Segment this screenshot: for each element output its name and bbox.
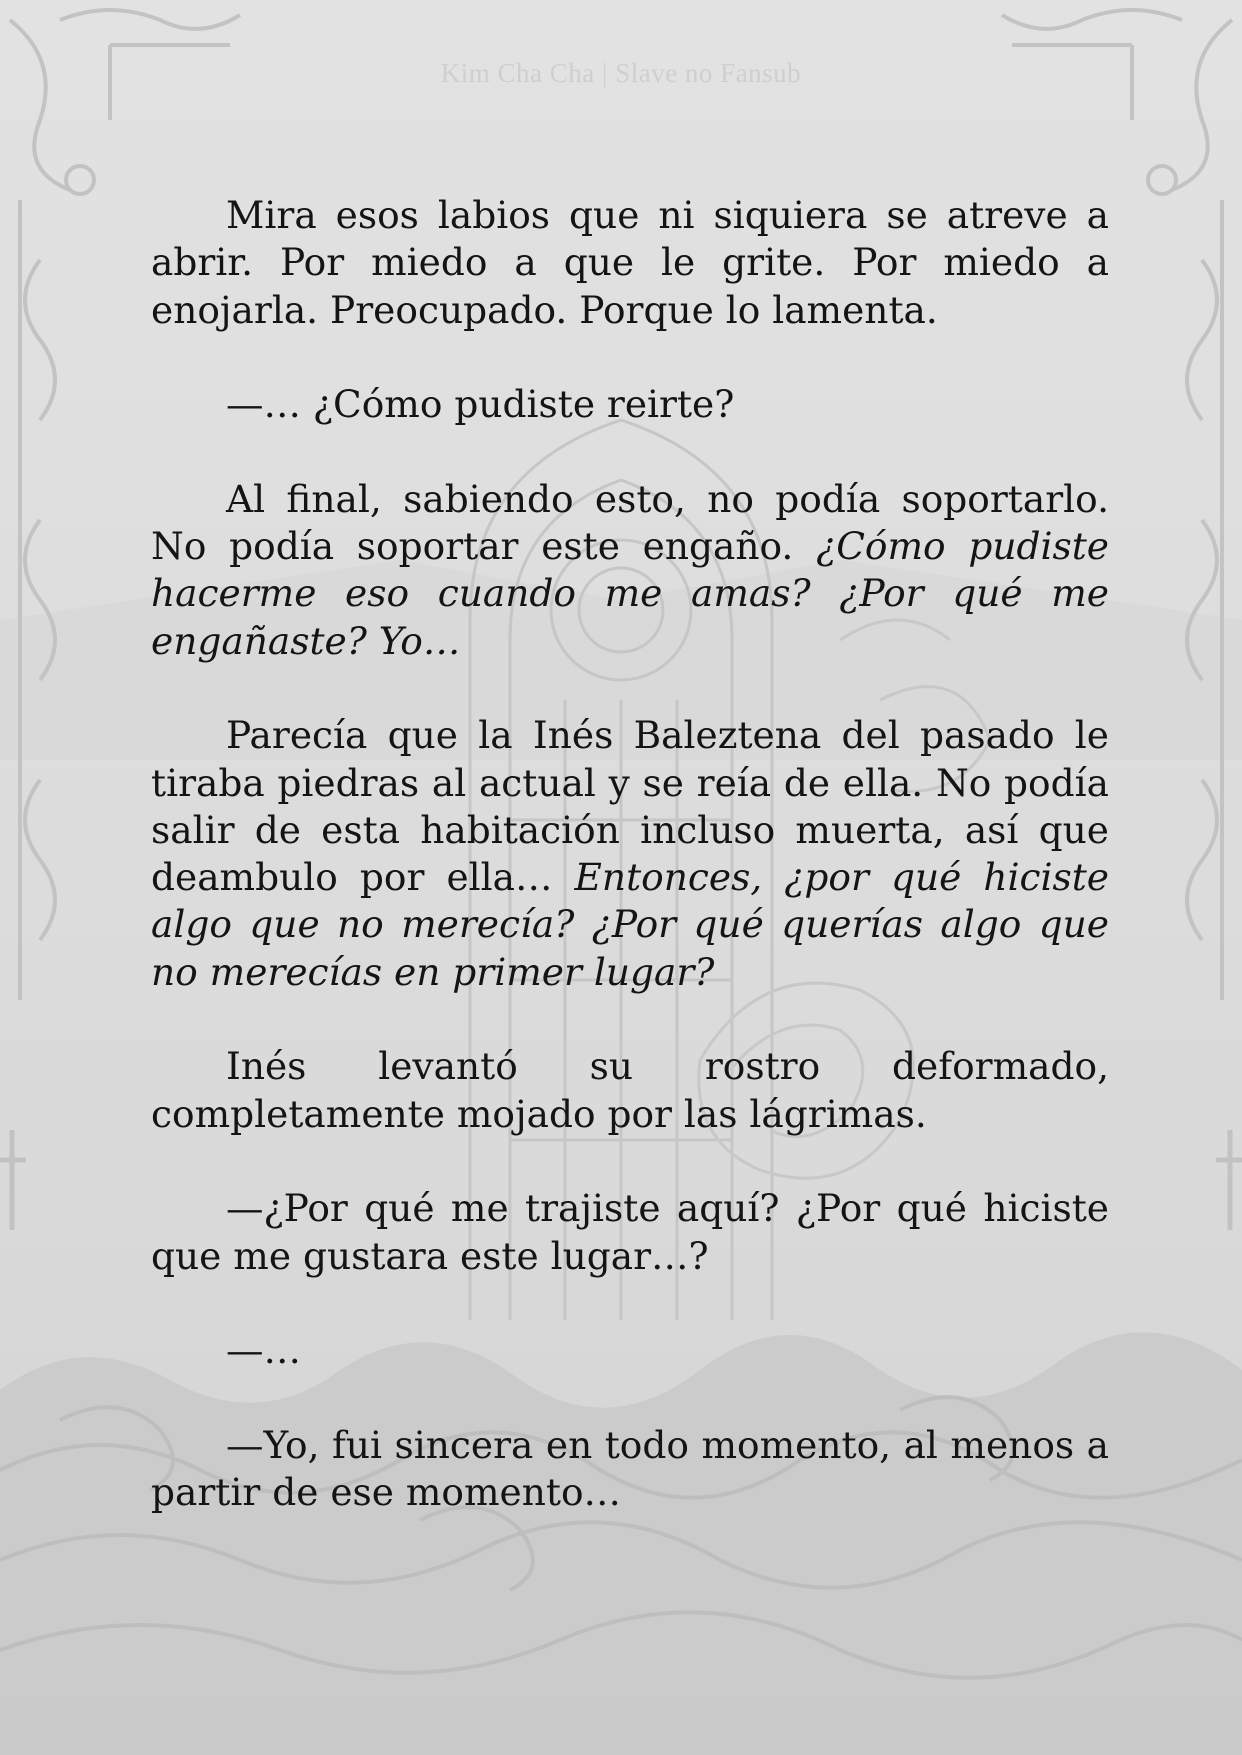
paragraph-p7 — [151, 1327, 1109, 1374]
paragraph-p3 — [151, 476, 1109, 665]
paragraph-p2 — [151, 381, 1109, 428]
text-segment: —¿Por qué me trajiste aquí? ¿Por qué hiciste que me gustara este lugar…? — [151, 1186, 1109, 1278]
text-segment: Inés levantó su rostro deformado, completamente mojado por las lágrimas. — [151, 1044, 1109, 1136]
text-segment: Mira esos labios que ni siquiera se atreve a abrir. Por miedo a que le grite. Por miedo a enojarla. Preocupado. Porque lo lamenta. — [151, 193, 1109, 332]
paragraph-p1 — [151, 192, 1109, 334]
italic-text-segment: ¿Cómo pudiste hacerme eso cuando me amas? ¿Por qué me engañaste? Yo… — [151, 524, 1110, 663]
header-credit: Kim Cha Cha | Slave no Fansub — [440, 58, 802, 88]
paragraph-p8 — [151, 1422, 1109, 1517]
italic-text-segment: Entonces, ¿por qué hiciste algo que no merecía? ¿Por qué querías algo que no merecías en primer lugar? — [151, 855, 1109, 994]
body-text — [151, 192, 1109, 1516]
text-segment: —Yo, fui sincera en todo momento, al menos a partir de ese momento… — [151, 1422, 1109, 1515]
paragraph-p4 — [151, 712, 1109, 996]
text-segment: Al final, sabiendo esto, no podía soportarlo. No podía soportar este engaño. — [151, 476, 1109, 569]
text-segment: Parecía que la Inés Baleztena del pasado le tiraba piedras al actual y se reía de ella. No podía salir de esta habitación incluso muerta, así que deambulo por ella… — [151, 713, 1109, 900]
paragraph-p5 — [151, 1043, 1109, 1138]
text-segment: —… ¿Cómo pudiste reirte? — [226, 382, 735, 427]
text-segment: —… — [226, 1328, 301, 1373]
paragraph-p6 — [151, 1185, 1109, 1280]
